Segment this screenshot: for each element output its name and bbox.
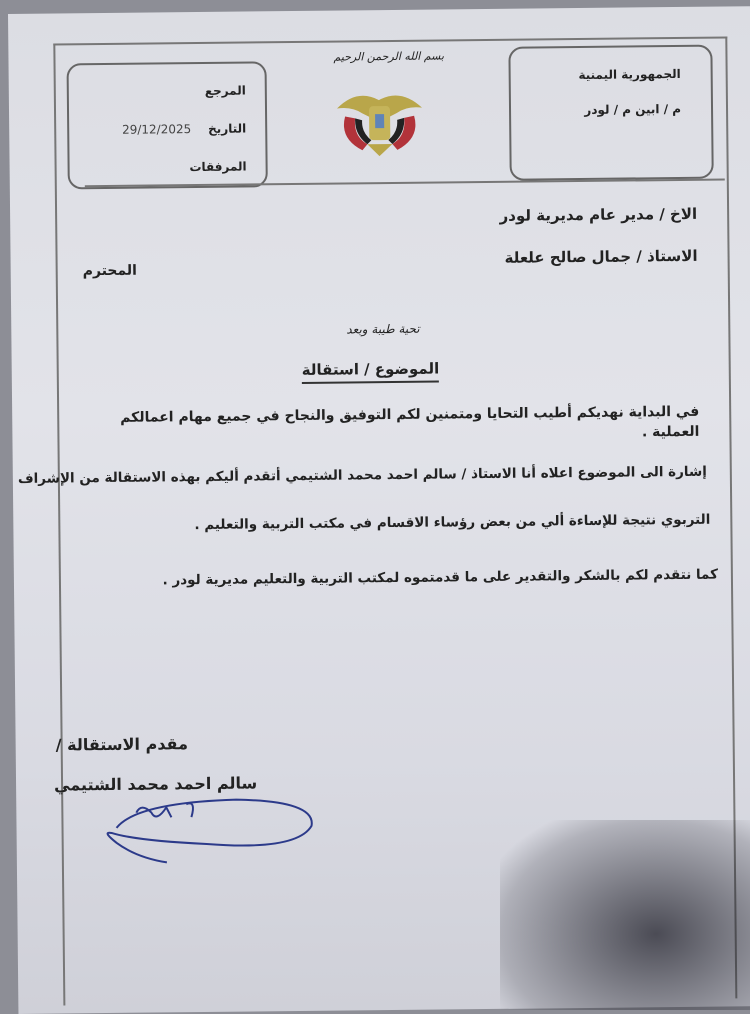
body-paragraph-2-line-1: إشارة الى الموضوع اعلاه أنا الاستاذ / سالم احمد محمد الشتيمي أتقدم أليكم بهذه الاستقالة من الإشراف [17, 463, 707, 487]
signature-label: مقدم الاستقالة / [55, 734, 189, 755]
body-paragraph-2-line-2: التربوي نتيجة للإساءة ألي من بعض رؤساء الاقسام في مكتب التربية والتعليم . [194, 511, 711, 534]
greeting: تحية طيبة وبعد [346, 321, 420, 337]
basmala: بسم الله الرحمن الرحيم [333, 49, 445, 64]
reference-label: المرجع [204, 83, 246, 98]
emblem-icon [327, 78, 433, 159]
country-name: الجمهورية اليمنية [578, 66, 681, 83]
region-name: م / ابين م / لودر [584, 101, 682, 117]
body-paragraph-3: كما نتقدم لكم بالشكر والتقدير على ما قدمتموه لمكتب التربية والتعليم مديرية لودر . [162, 566, 718, 589]
signer-name: سالم احمد محمد الشتيمي [53, 773, 258, 795]
photo-shadow [500, 820, 750, 1010]
handwritten-signature [96, 781, 327, 883]
attachments-label: المرفقات [189, 159, 247, 175]
date-value: 29/12/2025 [121, 122, 192, 137]
addressee-line-1: الاخ / مدير عام مديرية لودر [499, 204, 698, 225]
honorific: المحترم [82, 262, 137, 280]
body-paragraph-1: في البداية نهديكم أطيب التحايا ومتمنين لكم التوفيق والنجاح في جميع مهام اعمالكم العملية . [120, 403, 700, 441]
date-label: التاريخ [208, 121, 247, 136]
subject: الموضوع / استقالة [302, 360, 440, 384]
addressee-line-2: الاستاذ / جمال صالح علعلة [504, 246, 698, 267]
